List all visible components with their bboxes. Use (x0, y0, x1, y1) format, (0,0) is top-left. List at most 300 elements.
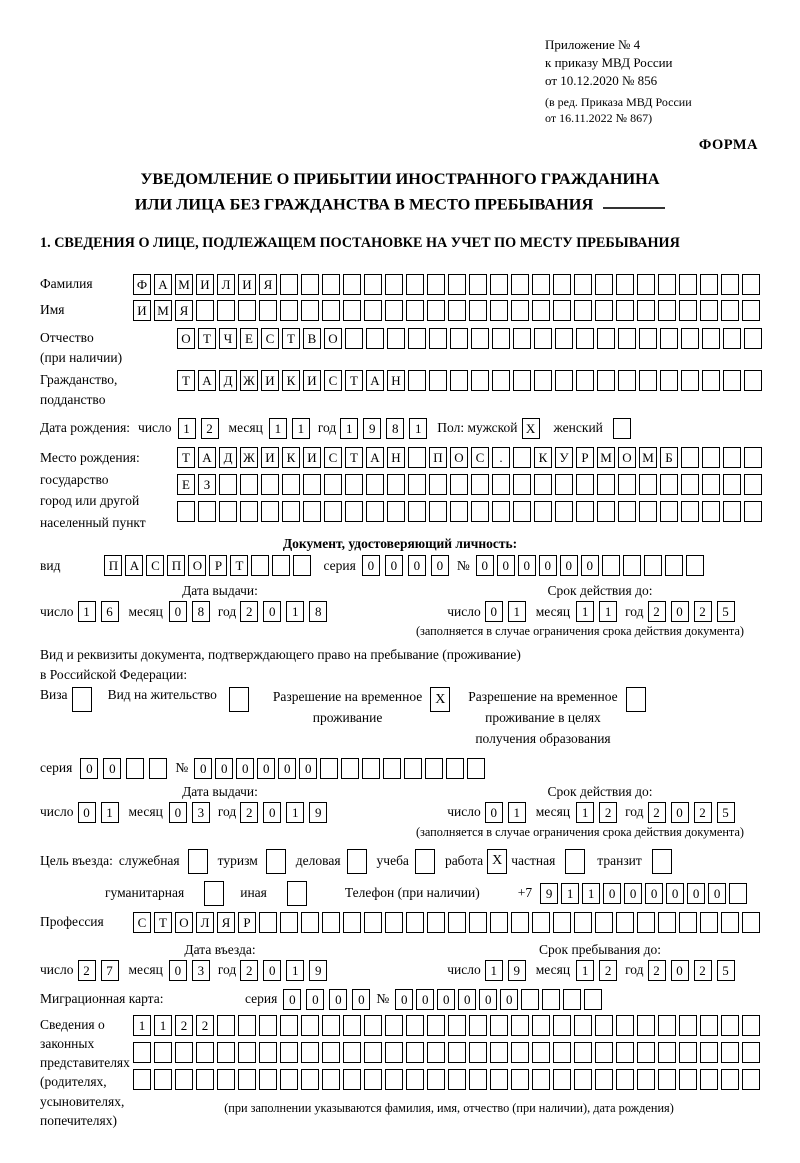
cell[interactable] (679, 1042, 697, 1063)
phone-cells[interactable] (540, 883, 747, 904)
cell[interactable] (616, 300, 634, 321)
cell[interactable]: 6 (101, 601, 119, 622)
cell[interactable]: 2 (240, 601, 258, 622)
cell[interactable]: С (146, 555, 164, 576)
cell[interactable] (553, 1042, 571, 1063)
cell[interactable]: Т (177, 447, 195, 468)
cell[interactable] (448, 274, 466, 295)
cell[interactable] (511, 1015, 529, 1036)
cell[interactable] (723, 370, 741, 391)
cell[interactable] (595, 912, 613, 933)
cell[interactable] (511, 300, 529, 321)
cell[interactable] (343, 1015, 361, 1036)
cell[interactable] (72, 687, 92, 712)
cell[interactable] (282, 501, 300, 522)
cell[interactable] (637, 1069, 655, 1090)
cell[interactable]: М (639, 447, 657, 468)
cell[interactable]: 8 (386, 418, 404, 439)
cell[interactable] (563, 989, 581, 1010)
cell[interactable] (266, 849, 286, 874)
cell[interactable]: 2 (694, 960, 712, 981)
cell[interactable] (427, 1069, 445, 1090)
cell[interactable]: 0 (671, 802, 689, 823)
cell[interactable] (521, 989, 539, 1010)
cell[interactable] (744, 328, 762, 349)
cell[interactable] (341, 758, 359, 779)
cell[interactable] (364, 912, 382, 933)
cell[interactable]: П (104, 555, 122, 576)
cell[interactable] (532, 1069, 550, 1090)
cell[interactable] (217, 1015, 235, 1036)
cell[interactable] (154, 1042, 172, 1063)
cell[interactable]: 2 (599, 960, 617, 981)
permit-expiry-year-cells[interactable] (648, 802, 735, 823)
cell[interactable]: 0 (416, 989, 434, 1010)
stay-month-cells[interactable] (576, 960, 617, 981)
cell[interactable]: 1 (78, 601, 96, 622)
cell[interactable]: У (555, 447, 573, 468)
cell[interactable] (429, 501, 447, 522)
cell[interactable] (723, 447, 741, 468)
cell[interactable]: Т (282, 328, 300, 349)
cell[interactable] (448, 912, 466, 933)
cell[interactable]: Т (345, 447, 363, 468)
cell[interactable]: О (175, 912, 193, 933)
cell[interactable] (490, 1069, 508, 1090)
cell[interactable] (742, 1069, 760, 1090)
cell[interactable] (602, 555, 620, 576)
cell[interactable]: 1 (286, 802, 304, 823)
cell[interactable] (303, 501, 321, 522)
cell[interactable]: М (597, 447, 615, 468)
cell[interactable] (320, 758, 338, 779)
cell[interactable] (427, 274, 445, 295)
cell[interactable]: Ж (240, 447, 258, 468)
cell[interactable]: 0 (278, 758, 296, 779)
cell[interactable] (700, 1042, 718, 1063)
cell[interactable] (742, 912, 760, 933)
cell[interactable] (343, 1042, 361, 1063)
cell[interactable] (513, 501, 531, 522)
cell[interactable]: 0 (169, 601, 187, 622)
cell[interactable] (637, 300, 655, 321)
cell[interactable]: 2 (175, 1015, 193, 1036)
cell[interactable] (301, 1069, 319, 1090)
cell[interactable] (280, 1042, 298, 1063)
cell[interactable] (364, 274, 382, 295)
cell[interactable] (133, 1042, 151, 1063)
birthplace-row3-cells[interactable] (177, 501, 762, 522)
cell[interactable] (553, 300, 571, 321)
migration-series-cells[interactable] (283, 989, 370, 1010)
stay-year-cells[interactable] (648, 960, 735, 981)
cell[interactable] (301, 1042, 319, 1063)
cell[interactable] (742, 300, 760, 321)
cell[interactable] (301, 912, 319, 933)
cell[interactable] (723, 328, 741, 349)
cell[interactable] (259, 300, 277, 321)
visa-checkbox[interactable] (72, 687, 92, 712)
cell[interactable]: 0 (385, 555, 403, 576)
cell[interactable] (492, 474, 510, 495)
cell[interactable] (658, 300, 676, 321)
cell[interactable] (282, 474, 300, 495)
cell[interactable]: 2 (201, 418, 219, 439)
cell[interactable]: 0 (560, 555, 578, 576)
cell[interactable]: И (196, 274, 214, 295)
cell[interactable]: 2 (240, 960, 258, 981)
cell[interactable] (744, 474, 762, 495)
cell[interactable] (448, 300, 466, 321)
cell[interactable] (429, 474, 447, 495)
cell[interactable]: 5 (717, 601, 735, 622)
cell[interactable] (238, 1015, 256, 1036)
cell[interactable] (700, 300, 718, 321)
cell[interactable]: И (133, 300, 151, 321)
cell[interactable] (681, 328, 699, 349)
firstname-cells[interactable] (133, 300, 760, 321)
cell[interactable] (681, 501, 699, 522)
cell[interactable]: 0 (283, 989, 301, 1010)
cell[interactable] (469, 1069, 487, 1090)
cell[interactable] (272, 555, 290, 576)
cell[interactable]: 0 (362, 555, 380, 576)
cell[interactable] (637, 274, 655, 295)
cell[interactable] (450, 328, 468, 349)
cell[interactable] (721, 300, 739, 321)
cell[interactable]: 1 (485, 960, 503, 981)
cell[interactable]: 0 (708, 883, 726, 904)
cell[interactable]: И (261, 370, 279, 391)
cell[interactable] (681, 474, 699, 495)
cell[interactable] (469, 912, 487, 933)
cell[interactable] (639, 501, 657, 522)
cell[interactable]: 0 (497, 555, 515, 576)
cell[interactable] (469, 300, 487, 321)
cell[interactable] (644, 555, 662, 576)
entry-year-cells[interactable] (240, 960, 327, 981)
cell[interactable] (324, 501, 342, 522)
cell[interactable] (658, 912, 676, 933)
cell[interactable] (322, 274, 340, 295)
cell[interactable] (448, 1042, 466, 1063)
cell[interactable] (261, 474, 279, 495)
cell[interactable] (679, 274, 697, 295)
cell[interactable] (700, 912, 718, 933)
cell[interactable] (446, 758, 464, 779)
cell[interactable] (408, 328, 426, 349)
cell[interactable] (259, 1042, 277, 1063)
cell[interactable] (721, 1015, 739, 1036)
cell[interactable]: 0 (299, 758, 317, 779)
cell[interactable] (427, 300, 445, 321)
cell[interactable] (366, 501, 384, 522)
cell[interactable]: 9 (540, 883, 558, 904)
cell[interactable]: 0 (194, 758, 212, 779)
cell[interactable]: 0 (500, 989, 518, 1010)
cell[interactable]: 0 (236, 758, 254, 779)
cell[interactable]: 0 (352, 989, 370, 1010)
cell[interactable]: Р (576, 447, 594, 468)
cell[interactable]: 0 (169, 802, 187, 823)
cell[interactable] (406, 1015, 424, 1036)
representatives-row3-cells[interactable] (133, 1069, 765, 1090)
cell[interactable] (637, 1015, 655, 1036)
cell[interactable] (362, 758, 380, 779)
cell[interactable] (450, 474, 468, 495)
cell[interactable]: К (282, 370, 300, 391)
cell[interactable] (492, 370, 510, 391)
purpose-transit-checkbox[interactable] (652, 849, 672, 874)
cell[interactable]: 1 (340, 418, 358, 439)
permit-issue-day-cells[interactable] (78, 802, 119, 823)
cell[interactable] (618, 501, 636, 522)
cell[interactable] (154, 1069, 172, 1090)
cell[interactable] (553, 1015, 571, 1036)
cell[interactable] (574, 274, 592, 295)
cell[interactable]: 0 (329, 989, 347, 1010)
cell[interactable] (639, 370, 657, 391)
cell[interactable] (259, 1069, 277, 1090)
cell[interactable] (555, 328, 573, 349)
cell[interactable]: 0 (671, 960, 689, 981)
cell[interactable] (196, 1042, 214, 1063)
cell[interactable]: 2 (78, 960, 96, 981)
cell[interactable] (665, 555, 683, 576)
cell[interactable] (149, 758, 167, 779)
cell[interactable] (415, 849, 435, 874)
cell[interactable] (429, 370, 447, 391)
cell[interactable] (406, 1042, 424, 1063)
cell[interactable] (280, 912, 298, 933)
cell[interactable]: . (492, 447, 510, 468)
cell[interactable]: К (282, 447, 300, 468)
cell[interactable] (385, 274, 403, 295)
cell[interactable] (387, 474, 405, 495)
cell[interactable] (574, 1069, 592, 1090)
cell[interactable]: 2 (240, 802, 258, 823)
cell[interactable] (366, 474, 384, 495)
cell[interactable] (303, 474, 321, 495)
cell[interactable] (238, 1042, 256, 1063)
cell[interactable] (471, 501, 489, 522)
cell[interactable] (383, 758, 401, 779)
cell[interactable] (280, 1069, 298, 1090)
temp-permit-checkbox[interactable] (430, 687, 450, 712)
cell[interactable]: 0 (485, 802, 503, 823)
cell[interactable]: И (303, 370, 321, 391)
birth-year-cells[interactable] (340, 418, 427, 439)
cell[interactable]: 2 (648, 601, 666, 622)
cell[interactable]: 1 (576, 960, 594, 981)
cell[interactable] (387, 328, 405, 349)
cell[interactable]: 1 (508, 802, 526, 823)
cell[interactable] (259, 912, 277, 933)
cell[interactable] (681, 370, 699, 391)
cell[interactable] (261, 501, 279, 522)
cell[interactable]: П (167, 555, 185, 576)
cell[interactable] (511, 1069, 529, 1090)
cell[interactable] (448, 1069, 466, 1090)
cell[interactable]: А (125, 555, 143, 576)
residence-permit-checkbox[interactable] (229, 687, 249, 712)
doc-expiry-month-cells[interactable] (576, 601, 617, 622)
cell[interactable] (196, 300, 214, 321)
cell[interactable]: 0 (80, 758, 98, 779)
cell[interactable] (301, 1015, 319, 1036)
birthplace-row1-cells[interactable] (177, 447, 762, 468)
cell[interactable] (366, 328, 384, 349)
cell[interactable]: 7 (101, 960, 119, 981)
cell[interactable]: О (188, 555, 206, 576)
cell[interactable] (408, 501, 426, 522)
cell[interactable] (595, 1042, 613, 1063)
cell[interactable] (490, 274, 508, 295)
representatives-row1-cells[interactable] (133, 1015, 765, 1036)
cell[interactable]: П (429, 447, 447, 468)
cell[interactable]: Н (387, 370, 405, 391)
cell[interactable] (511, 1042, 529, 1063)
cell[interactable] (280, 274, 298, 295)
cell[interactable]: 0 (666, 883, 684, 904)
doc-issue-month-cells[interactable] (169, 601, 210, 622)
cell[interactable] (574, 1042, 592, 1063)
cell[interactable]: Б (660, 447, 678, 468)
cell[interactable] (427, 1042, 445, 1063)
cell[interactable]: X (487, 849, 507, 874)
cell[interactable]: 1 (286, 960, 304, 981)
surname-cells[interactable] (133, 274, 760, 295)
cell[interactable] (658, 274, 676, 295)
cell[interactable] (425, 758, 443, 779)
cell[interactable]: 2 (196, 1015, 214, 1036)
cell[interactable] (616, 1015, 634, 1036)
cell[interactable] (700, 1015, 718, 1036)
cell[interactable]: 1 (154, 1015, 172, 1036)
cell[interactable]: 0 (408, 555, 426, 576)
cell[interactable]: И (303, 447, 321, 468)
cell[interactable]: О (177, 328, 195, 349)
cell[interactable]: А (154, 274, 172, 295)
cell[interactable]: 9 (309, 802, 327, 823)
cell[interactable] (623, 555, 641, 576)
cell[interactable] (702, 501, 720, 522)
cell[interactable] (553, 274, 571, 295)
cell[interactable]: 9 (508, 960, 526, 981)
cell[interactable] (534, 501, 552, 522)
cell[interactable] (513, 447, 531, 468)
cell[interactable] (238, 300, 256, 321)
cell[interactable]: К (534, 447, 552, 468)
cell[interactable]: Д (219, 370, 237, 391)
cell[interactable]: 0 (581, 555, 599, 576)
cell[interactable] (490, 300, 508, 321)
doc-issue-year-cells[interactable] (240, 601, 327, 622)
cell[interactable] (742, 274, 760, 295)
cell[interactable] (679, 1069, 697, 1090)
purpose-other-checkbox[interactable] (287, 881, 307, 906)
cell[interactable] (406, 274, 424, 295)
cell[interactable] (618, 370, 636, 391)
cell[interactable]: М (175, 274, 193, 295)
cell[interactable]: Ч (219, 328, 237, 349)
cell[interactable]: И (261, 447, 279, 468)
edu-permit-checkbox[interactable] (626, 687, 646, 712)
cell[interactable] (471, 370, 489, 391)
cell[interactable] (679, 912, 697, 933)
migration-number-cells[interactable] (395, 989, 602, 1010)
cell[interactable]: 1 (508, 601, 526, 622)
cell[interactable] (219, 474, 237, 495)
cell[interactable] (637, 912, 655, 933)
cell[interactable] (364, 300, 382, 321)
cell[interactable] (287, 881, 307, 906)
purpose-tourism-checkbox[interactable] (266, 849, 286, 874)
doc-series-cells[interactable] (362, 555, 449, 576)
cell[interactable] (364, 1069, 382, 1090)
cell[interactable]: 2 (648, 960, 666, 981)
cell[interactable]: Я (259, 274, 277, 295)
cell[interactable] (597, 474, 615, 495)
cell[interactable]: Д (219, 447, 237, 468)
cell[interactable]: 0 (485, 601, 503, 622)
cell[interactable] (679, 1015, 697, 1036)
cell[interactable] (660, 370, 678, 391)
cell[interactable] (660, 474, 678, 495)
cell[interactable] (553, 1069, 571, 1090)
cell[interactable]: 1 (178, 418, 196, 439)
cell[interactable] (616, 1042, 634, 1063)
cell[interactable] (660, 328, 678, 349)
cell[interactable] (721, 1042, 739, 1063)
cell[interactable] (700, 1069, 718, 1090)
cell[interactable] (744, 447, 762, 468)
sex-male-checkbox[interactable] (522, 418, 540, 439)
cell[interactable]: А (198, 447, 216, 468)
cell[interactable] (469, 1015, 487, 1036)
permit-series-cells[interactable] (80, 758, 167, 779)
cell[interactable] (238, 1069, 256, 1090)
cell[interactable] (240, 501, 258, 522)
cell[interactable] (576, 474, 594, 495)
cell[interactable]: 1 (409, 418, 427, 439)
cell[interactable] (324, 474, 342, 495)
cell[interactable] (679, 300, 697, 321)
cell[interactable]: 9 (309, 960, 327, 981)
cell[interactable]: Ф (133, 274, 151, 295)
cell[interactable]: 0 (263, 960, 281, 981)
cell[interactable]: С (133, 912, 151, 933)
cell[interactable] (408, 447, 426, 468)
permit-expiry-day-cells[interactable] (485, 802, 526, 823)
cell[interactable] (702, 447, 720, 468)
cell[interactable] (616, 1069, 634, 1090)
cell[interactable]: Л (217, 274, 235, 295)
cell[interactable]: Т (177, 370, 195, 391)
cell[interactable] (576, 328, 594, 349)
cell[interactable]: 3 (192, 960, 210, 981)
purpose-business-checkbox[interactable] (188, 849, 208, 874)
cell[interactable]: 0 (603, 883, 621, 904)
cell[interactable] (345, 501, 363, 522)
cell[interactable] (343, 912, 361, 933)
stay-day-cells[interactable] (485, 960, 526, 981)
cell[interactable] (196, 1069, 214, 1090)
cell[interactable] (660, 501, 678, 522)
cell[interactable] (555, 474, 573, 495)
cell[interactable]: 0 (671, 601, 689, 622)
cell[interactable] (198, 501, 216, 522)
